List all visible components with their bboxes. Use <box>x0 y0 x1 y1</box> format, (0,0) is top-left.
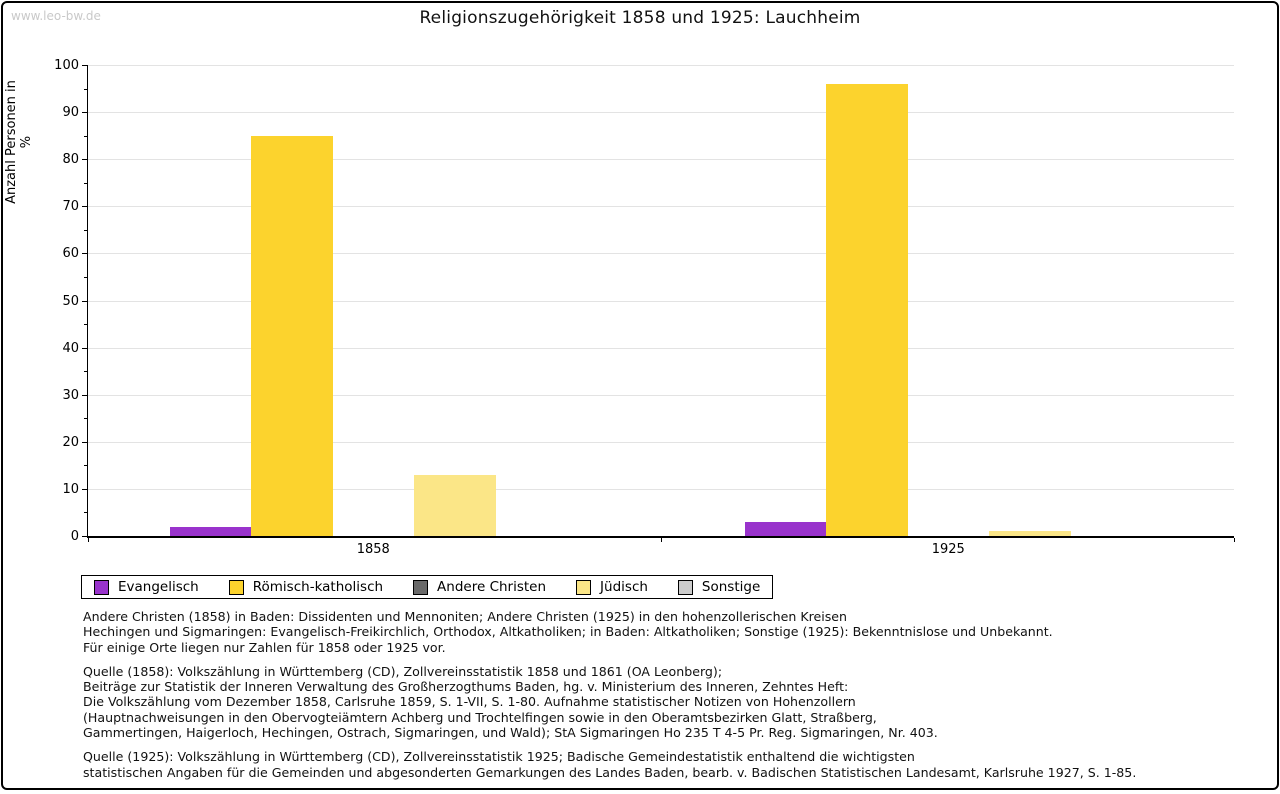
y-axis-label: Anzahl Personen in % <box>4 80 34 204</box>
legend-item-evangelisch <box>94 579 199 595</box>
bar-evangelisch-1925 <box>745 522 827 536</box>
page-frame <box>1 1 1279 790</box>
footnote-line: Für einige Orte liegen nur Zahlen für 1858 oder 1925 vor. <box>83 639 446 655</box>
legend-swatch-juedisch <box>576 580 591 595</box>
footnote-line: Die Volkszählung vom Dezember 1858, Carlsruhe 1859, S. 1-VII, S. 1-80. Aufnahme statistischer Notizen von Hohenzollern <box>83 694 856 710</box>
footnote-paragraph-source-1925 <box>83 749 1136 780</box>
bar-roemisch-katholisch-1858 <box>251 136 333 536</box>
site-watermark: www.leo-bw.de <box>11 9 101 23</box>
y-tick-label-80: 80 <box>62 152 79 168</box>
footnote-paragraph-source-1858 <box>83 664 1136 740</box>
footnote-line: Hechingen und Sigmaringen: Evangelisch-Freikirchlich, Orthodox, Altkatholiken; in Baden: Altkatholiken; Sonstige (1925): Bekenntnislose und Unbekannt. <box>83 624 1053 640</box>
legend-item-andere-christen <box>413 579 546 595</box>
legend-swatch-evangelisch <box>94 580 109 595</box>
legend-swatch-roemisch-katholisch <box>229 580 244 595</box>
footnote-line: statistischen Angaben für die Gemeinden und abgesonderten Gemarkungen des Landes Baden, bearb. v. Badischen Statistischen Landesamt, Karlsruhe 1927, S. 1-85. <box>83 764 1137 780</box>
gridline-90 <box>88 112 1234 113</box>
footnote-line: Beiträge zur Statistik der Inneren Verwaltung des Großherzogthums Baden, hg. v. Ministerium des Inneren, Zehntes Heft: <box>83 679 849 695</box>
x-axis-tick-1 <box>661 538 662 542</box>
y-tick-label-40: 40 <box>62 340 79 356</box>
legend-swatch-sonstige <box>678 580 693 595</box>
y-tick-label-30: 30 <box>62 387 79 403</box>
legend-label-andere-christen: Andere Christen <box>437 579 547 595</box>
y-axis-line <box>87 65 88 536</box>
y-tick-label-50: 50 <box>62 293 79 309</box>
footnote-line: Gammertingen, Haigerloch, Hechingen, Ostrach, Sigmaringen, und Wald); StA Sigmaringen Ho 235 T 4-5 Pr. Reg. Sigmaringen, Nr. 403. <box>83 725 938 741</box>
x-axis-tick-0 <box>88 538 89 542</box>
legend-swatch-andere-christen <box>413 580 428 595</box>
footnote-paragraph-notes <box>83 609 1136 655</box>
legend-item-roemisch-katholisch <box>229 579 383 595</box>
category-label-1925: 1925 <box>931 542 965 557</box>
legend-label-sonstige: Sonstige <box>701 579 761 595</box>
y-tick-label-70: 70 <box>62 199 79 215</box>
legend-label-juedisch: Jüdisch <box>600 579 648 595</box>
y-tick-label-20: 20 <box>62 434 79 450</box>
gridline-100 <box>88 65 1234 66</box>
bar-evangelisch-1858 <box>170 527 252 536</box>
x-axis-tick-2 <box>1234 538 1235 542</box>
y-tick-label-10: 10 <box>62 481 79 497</box>
bar-roemisch-katholisch-1925 <box>826 84 908 536</box>
y-tick-label-0: 0 <box>70 529 79 544</box>
category-label-1858: 1858 <box>356 542 390 557</box>
footnote-line: Quelle (1858): Volkszählung in Württemberg (CD), Zollvereinsstatistik 1858 und 1861 (OA Leonberg); <box>83 663 723 679</box>
chart-title: Religionszugehörigkeit 1858 und 1925: Lauchheim <box>419 8 861 28</box>
legend-item-juedisch <box>576 579 648 595</box>
legend-label-roemisch-katholisch: Römisch-katholisch <box>252 579 384 595</box>
footnote-line: Quelle (1925): Volkszählung in Württemberg (CD), Zollvereinsstatistik 1925; Badische Gemeindestatistik enthaltend die wichtigsten <box>83 749 915 765</box>
y-tick-label-60: 60 <box>62 246 79 262</box>
y-tick-label-90: 90 <box>62 105 79 121</box>
footnotes <box>83 609 1136 789</box>
bar-juedisch-1858 <box>414 475 496 536</box>
footnote-line: Andere Christen (1858) in Baden: Dissidenten und Mennoniten; Andere Christen (1925) in den hohenzollerischen Kreisen <box>83 609 848 624</box>
chart-legend <box>81 575 773 599</box>
footnote-line: (Hauptnachweisungen in den Obervogteiämtern Achberg und Trochtelfingen sowie in den Oberamtsbezirken Glatt, Straßberg, <box>83 709 877 725</box>
y-tick-label-100: 100 <box>54 58 79 73</box>
legend-item-sonstige <box>678 579 760 595</box>
legend-label-evangelisch: Evangelisch <box>118 579 199 595</box>
